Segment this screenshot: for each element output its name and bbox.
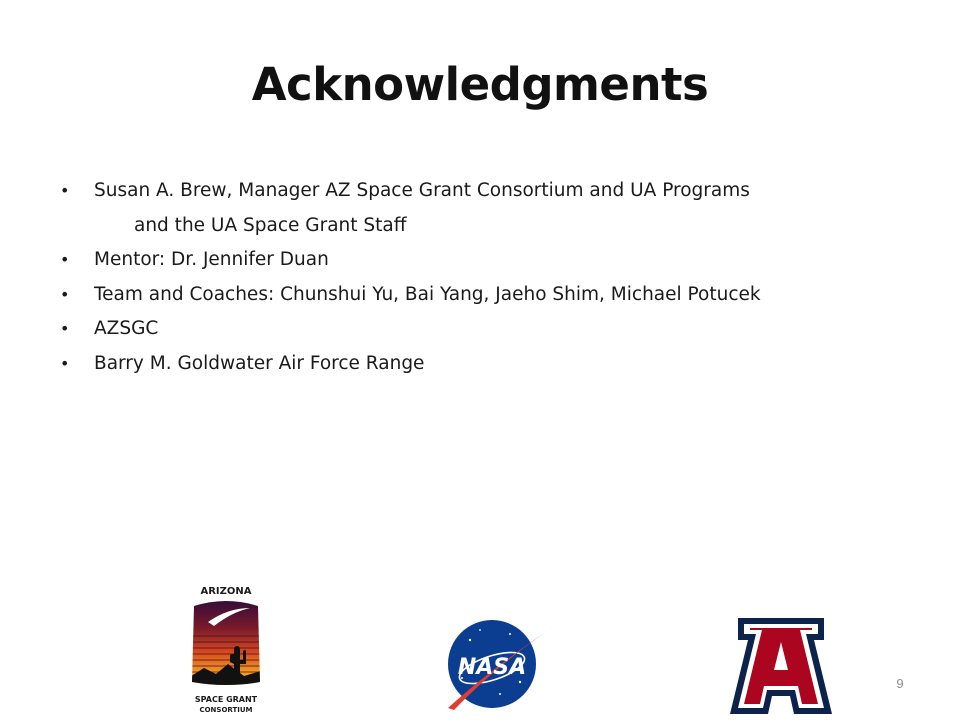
bullet-text: Mentor: Dr. Jennifer Duan <box>94 249 329 270</box>
bullet-item <box>60 347 920 382</box>
bullet-text: Susan A. Brew, Manager AZ Space Grant Consortium and UA Programs <box>94 180 750 201</box>
bullet-item <box>60 278 920 313</box>
bullet-item <box>60 312 920 347</box>
az-logo-top-text: ARIZONA <box>200 586 252 597</box>
az-space-grant-logo <box>188 582 264 718</box>
az-logo-bottom-text-2: CONSORTIUM <box>199 706 253 714</box>
ua-logo <box>728 614 834 720</box>
bullet-item <box>60 174 920 209</box>
az-logo-bottom-text-1: SPACE GRANT <box>194 695 258 704</box>
bullet-dot: • <box>60 353 70 373</box>
bullet-dot: • <box>60 250 70 269</box>
bullet-continuation <box>60 209 920 244</box>
slide-title: Acknowledgments <box>251 58 709 111</box>
bullet-dot: • <box>60 319 70 338</box>
bullet-continuation-text: and the UA Space Grant Staff <box>134 214 407 236</box>
bullet-item <box>60 243 920 278</box>
bullet-dot: • <box>60 284 70 304</box>
nasa-logo-text: NASA <box>457 655 527 680</box>
page-number: 9 <box>896 676 904 691</box>
bullet-text: Barry M. Goldwater Air Force Range <box>94 352 425 374</box>
bullet-text: Team and Coaches: Chunshui Yu, Bai Yang, Jaeho Shim, Michael Potucek <box>94 283 761 305</box>
nasa-logo <box>440 612 564 712</box>
bullet-list <box>60 174 920 381</box>
bullet-text: AZSGC <box>94 318 159 339</box>
bullet-dot: • <box>60 181 70 200</box>
